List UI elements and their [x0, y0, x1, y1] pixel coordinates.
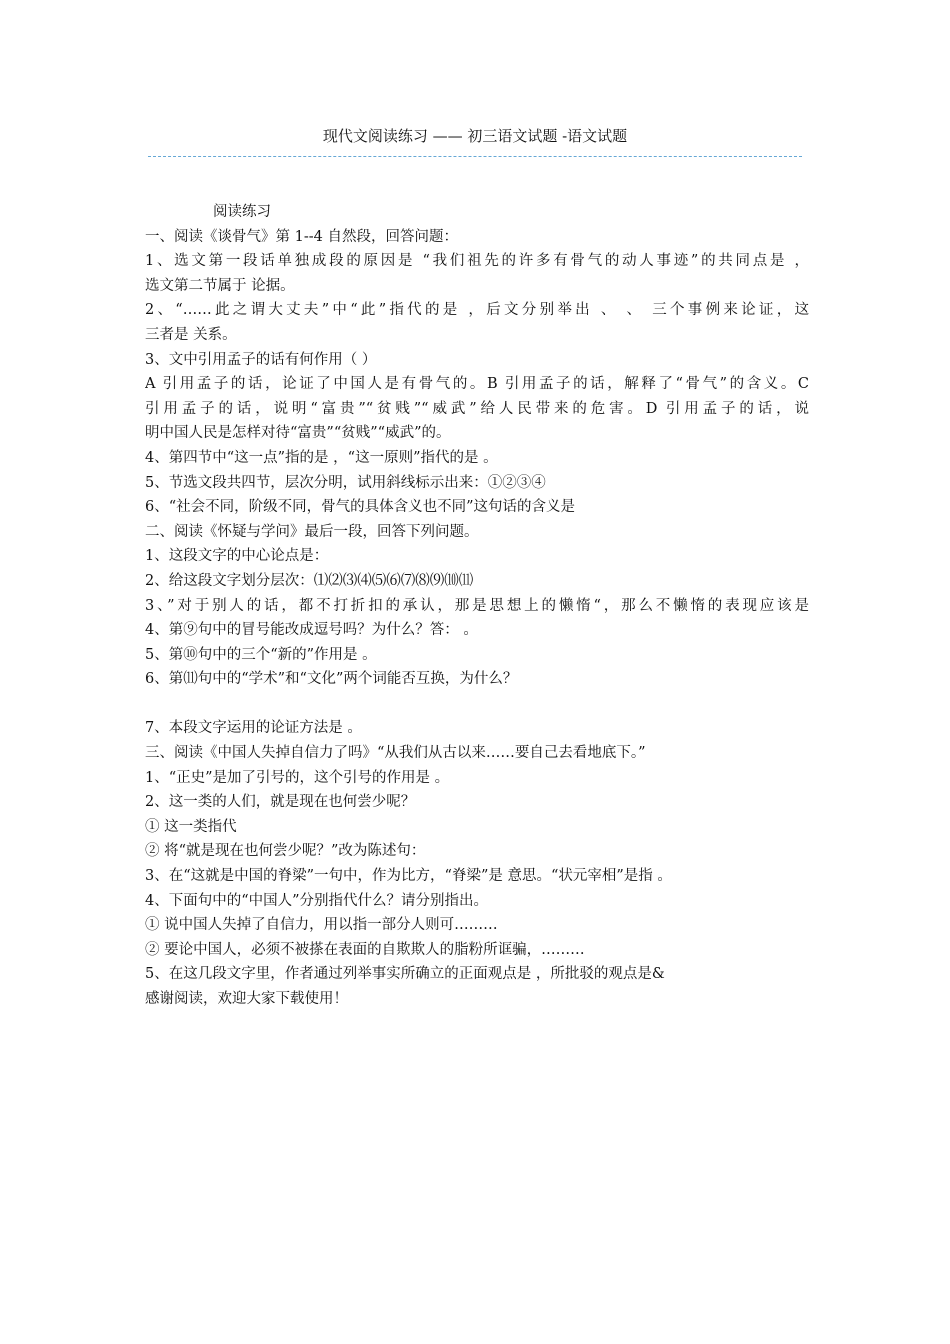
document-body	[145, 200, 809, 1012]
text-line: 4、第四节中“这一点”指的是 ，“这一原则”指代的是 。	[145, 449, 498, 466]
text-line: A 引用孟子的话，论证了中国人是有骨气的。B 引用孟子的话，解释了“骨气”的含义。C	[145, 376, 809, 393]
blank-line	[145, 692, 809, 717]
text-line: 1、选文第一段话单独成段的原因是 “我们祖先的许多有骨气的动人事迹”的共同点是 ，	[145, 253, 809, 270]
text-line: 3、”对于别人的话，都不打折扣的承认，那是思想上的懒惰“，那么不懒惰的表现应该是	[145, 597, 809, 614]
text-line: 1、这段文字的中心论点是：	[145, 548, 329, 565]
text-line: 1、“正史”是加了引号的，这个引号的作用是 。	[145, 769, 450, 786]
text-line: 3、文中引用孟子的话有何作用（ ）	[145, 351, 377, 368]
text-line: 二、阅读《怀疑与学问》最后一段，回答下列问题。	[145, 523, 479, 540]
text-line: ② 将“就是现在也何尝少呢？”改为陈述句：	[145, 843, 426, 860]
document-title: 现代文阅读练习 —— 初三语文试题 -语文试题	[322, 127, 628, 145]
text-line: 引用孟子的话，说明“富贵”“贫贱”“威武”给人民带来的危害。D 引用孟子的话，说	[145, 400, 809, 417]
text-line: 选文第二节属于 论据。	[145, 277, 295, 294]
text-line: ① 这一类指代	[145, 818, 237, 835]
text-line: 7、本段文字运用的论证方法是 。	[145, 720, 362, 737]
text-line: 三者是 关系。	[145, 326, 237, 343]
text-line: 一、阅读《谈骨气》第 1--4 自然段，回答问题：	[145, 228, 458, 245]
text-line: 4、下面句中的“中国人”分别指代什么？请分别指出。	[145, 892, 489, 909]
text-line: 6、第⑾句中的“学术”和“文化”两个词能否互换，为什么？	[145, 671, 518, 688]
text-line: 2、“……此之谓大丈夫”中“此”指代的是 ，后文分别举出 、 、 三个事例来论证，这	[145, 302, 809, 319]
text-line: ② 要论中国人，必须不被搽在表面的自欺欺人的脂粉所诓骗，………	[145, 941, 585, 958]
text-line: 明中国人民是怎样对待“富贵”“贫贱”“威武”的。	[145, 425, 451, 442]
section-heading: 阅读练习	[213, 204, 271, 220]
text-line: 4、第⑨句中的冒号能改成逗号吗？为什么？答： 。	[145, 622, 478, 639]
closing-line: 感谢阅读，欢迎大家下载使用！	[145, 991, 348, 1007]
text-line: ① 说中国人失掉了自信力，用以指一部分人则可………	[145, 917, 498, 934]
text-line: 2、给这段文字划分层次：⑴⑵⑶⑷⑸⑹⑺⑻⑼⑽⑾	[145, 572, 474, 589]
text-line: 5、第⑩句中的三个“新的”作用是 。	[145, 646, 377, 663]
text-line: 5、节选文段共四节，层次分明，试用斜线标示出来：①②③④	[145, 474, 546, 491]
text-line: 三、阅读《中国人失掉自信力了吗》“从我们从古以来……要自己去看地底下。”	[145, 745, 646, 762]
text-line: 3、在“这就是中国的脊梁”一句中，作为比方，“脊梁”是 意思。“状元宰相”是指 。	[145, 868, 672, 885]
text-line: 6、“社会不同，阶级不同，骨气的具体含义也不同”这句话的含义是	[145, 499, 576, 516]
title-divider	[148, 156, 802, 157]
text-line: 5、在这几段文字里，作者通过列举事实所确立的正面观点是 ，所批驳的观点是&	[145, 966, 665, 983]
text-line: 2、这一类的人们，就是现在也何尝少呢？	[145, 794, 416, 811]
